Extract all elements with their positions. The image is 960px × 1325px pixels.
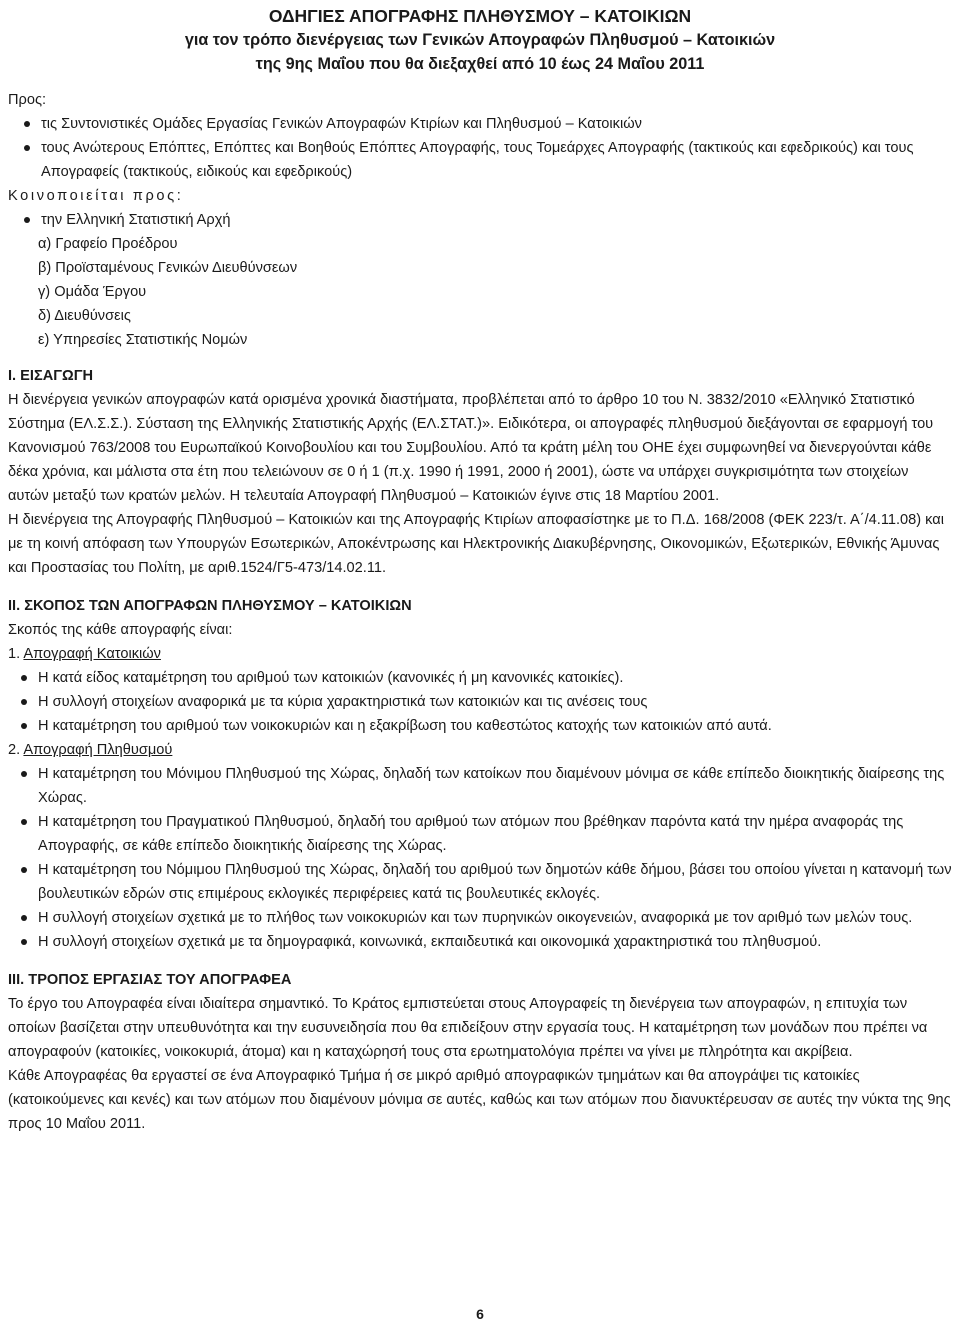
recipients-label: Προς: [8,92,47,108]
recipients-list [8,112,952,184]
section-purpose [8,594,952,954]
paragraph: Κάθε Απογραφέας θα εργαστεί σε ένα Απογραφικό Τμήμα ή σε μικρό αριθμό απογραφικών τμημάτων και θα απογράψει τις κατοικίες (κατοικούμενες και κενές) και των ατόμων που διαμένουν μόνιμα σε αυτές, καθώς και των ατόμων που διανυκτέρευσαν σε αυτές την νύκτα της 9ης προς 10 Μαΐου 2011. [8,1068,951,1132]
cc-list [8,208,952,232]
section-introduction [8,364,952,580]
list-item: Η καταμέτρηση του Πραγματικού Πληθυσμού, δηλαδή του αριθμού των ατόμων που βρέθηκαν παρόντα κατά την ημέρα αναφοράς της Απογραφής, σε κάθε επίπεδο διοικητικής διαίρεσης της Χώρας. [8,810,952,858]
housing-census-list [8,666,952,738]
subsection-number: 2. [8,742,21,758]
sublist-item: ε) Υπηρεσίες Στατιστικής Νομών [38,332,248,348]
document-subtitle: για τον τρόπο διενέργειας των Γενικών Απογραφών Πληθυσμού – Κατοικιών [184,31,776,49]
section-heading: II. ΣΚΟΠΟΣ ΤΩΝ ΑΠΟΓΡΑΦΩΝ ΠΛΗΘΥΣΜΟΥ – ΚΑΤΟΙΚΙΩΝ [8,598,412,614]
cc-sublist [8,232,952,352]
document-title: ΟΔΗΓΙΕΣ ΑΠΟΓΡΑΦΗΣ ΠΛΗΘΥΣΜΟΥ – ΚΑΤΟΙΚΙΩΝ [268,6,692,26]
subsection-title [8,642,952,666]
list-item: την Ελληνική Στατιστική Αρχή [8,208,952,232]
sublist-item: γ) Ομάδα Έργου [38,284,147,300]
subsection-title [8,738,952,762]
list-item: Η καταμέτρηση του Μόνιμου Πληθυσμού της Χώρας, δηλαδή των κατοίκων που διαμένουν μόνιμα σε κάθε επίπεδο διοικητικής διαίρεσης της Χώρας. [8,762,952,810]
subsection-number: 1. [8,646,21,662]
paragraph: Σκοπός της κάθε απογραφής είναι: [8,622,233,638]
sublist-item: α) Γραφείο Προέδρου [38,236,178,252]
list-item: Η καταμέτρηση του Νόμιμου Πληθυσμού της Χώρας, δηλαδή του αριθμού των δημοτών κάθε δήμου, βάσει του οποίου γίνεται η κατανομή των βουλευτικών εδρών στις επιμέρους εκλογικές περιφέρειες κατά τις βουλευτικές εκλογές. [8,858,952,906]
cc-label: Κοινοποιείται προς: [8,188,184,204]
section-heading: I. ΕΙΣΑΓΩΓΗ [8,368,94,384]
recipients-section [8,88,952,184]
sublist-item: β) Προϊσταμένους Γενικών Διευθύνσεων [38,260,298,276]
paragraph: Το έργο του Απογραφέα είναι ιδιαίτερα σημαντικό. Το Κράτος εμπιστεύεται στους Απογραφείς τη διενέργεια των απογραφών, η επιτυχία των οποίων βασίζεται στην υπευθυνότητα και την ευσυνειδησία που θα επιδείξουν στην εργασία τους. Η καταμέτρηση των μονάδων που πρέπει να απογραφούν (κατοικίες, νοικοκυριά, άτομα) και η καταχώρησή τους στα ερωτηματολόγια πρέπει να γίνει με πληρότητα και ακρίβεια. [8,996,928,1060]
list-item: τους Ανώτερους Επόπτες, Επόπτες και Βοηθούς Επόπτες Απογραφής, τους Τομεάρχες Απογραφής (τακτικούς και εφεδρικούς) και τους Απογραφείς (τακτικούς, ειδικούς και εφεδρικούς) [8,136,952,184]
subsection-heading: Απογραφή Κατοικιών [23,646,161,662]
list-item: Η συλλογή στοιχείων αναφορικά με τα κύρια χαρακτηριστικά των κατοικιών και τις ανέσεις τους [8,690,952,714]
list-item: Η συλλογή στοιχείων σχετικά με τα δημογραφικά, κοινωνικά, εκπαιδευτικά και οικονομικά χαρακτηριστικά του πληθυσμού. [8,930,952,954]
section-enumerator-method [8,968,952,1136]
list-item: τις Συντονιστικές Ομάδες Εργασίας Γενικών Απογραφών Κτιρίων και Πληθυσμού – Κατοικιών [8,112,952,136]
paragraph: Η διενέργεια της Απογραφής Πληθυσμού – Κατοικιών και της Απογραφής Κτιρίων αποφασίστηκε με το Π.Δ. 168/2008 (ΦΕΚ 223/τ. Α΄/4.11.08) και με τη κοινή απόφαση των Υπουργών Εσωτερικών, Αποκέντρωσης και Ηλεκτρονικής Διακυβέρνησης, Οικονομικών, Εξωτερικών, Εθνικής Άμυνας και Προστασίας του Πολίτη, με αριθ.1524/Γ5-473/14.02.11. [8,512,944,576]
section-heading: III. ΤΡΟΠΟΣ ΕΡΓΑΣΙΑΣ ΤΟΥ ΑΠΟΓΡΑΦΕΑ [8,972,292,988]
document-subtitle-date: της 9ης Μαΐου που θα διεξαχθεί από 10 έως 24 Μαΐου 2011 [255,55,705,73]
population-census-list [8,762,952,954]
sublist-item: δ) Διευθύνσεις [38,308,131,324]
list-item: Η καταμέτρηση του αριθμού των νοικοκυριών και η εξακρίβωση του καθεστώτος κατοχής των κατοικιών από αυτά. [8,714,952,738]
subsection-heading: Απογραφή Πληθυσμού [23,742,173,758]
list-item: Η κατά είδος καταμέτρηση του αριθμού των κατοικιών (κανονικές ή μη κανονικές κατοικίες). [8,666,952,690]
paragraph: Η διενέργεια γενικών απογραφών κατά ορισμένα χρονικά διαστήματα, προβλέπεται από το άρθρο 10 του Ν. 3832/2010 «Ελληνικό Στατιστικό Σύστημα (ΕΛ.Σ.Σ.). Σύσταση της Ελληνικής Στατιστικής Αρχής (ΕΛ.ΣΤΑΤ.)». Ειδικότερα, οι απογραφές πληθυσμού διεξάγονται σε εφαρμογή του Κανονισμού 763/2008 του Ευρωπαϊκού Κοινοβουλίου και του Συμβουλίου. Από τα κράτη μέλη του ΟΗΕ έχει συμφωνηθεί να διενεργούνται κάθε δέκα χρόνια, και μάλιστα στα έτη που τελειώνουν σε 0 ή 1 (π.χ. 1990 ή 1991, 2000 ή 2001), ώστε να υπάρχει συγκρισιμότητα των στοιχείων αυτών μεταξύ των κρατών μελών. Η τελευταία Απογραφή Πληθυσμού – Κατοικιών έγινε στις 18 Μαρτίου 2001. [8,392,934,504]
list-item: Η συλλογή στοιχείων σχετικά με το πλήθος των νοικοκυριών και των πυρηνικών οικογενειών, αναφορικά με τον αριθμό των μελών τους. [8,906,952,930]
document-header [8,0,952,76]
cc-section [8,184,952,352]
page-number: 6 [476,1306,484,1322]
